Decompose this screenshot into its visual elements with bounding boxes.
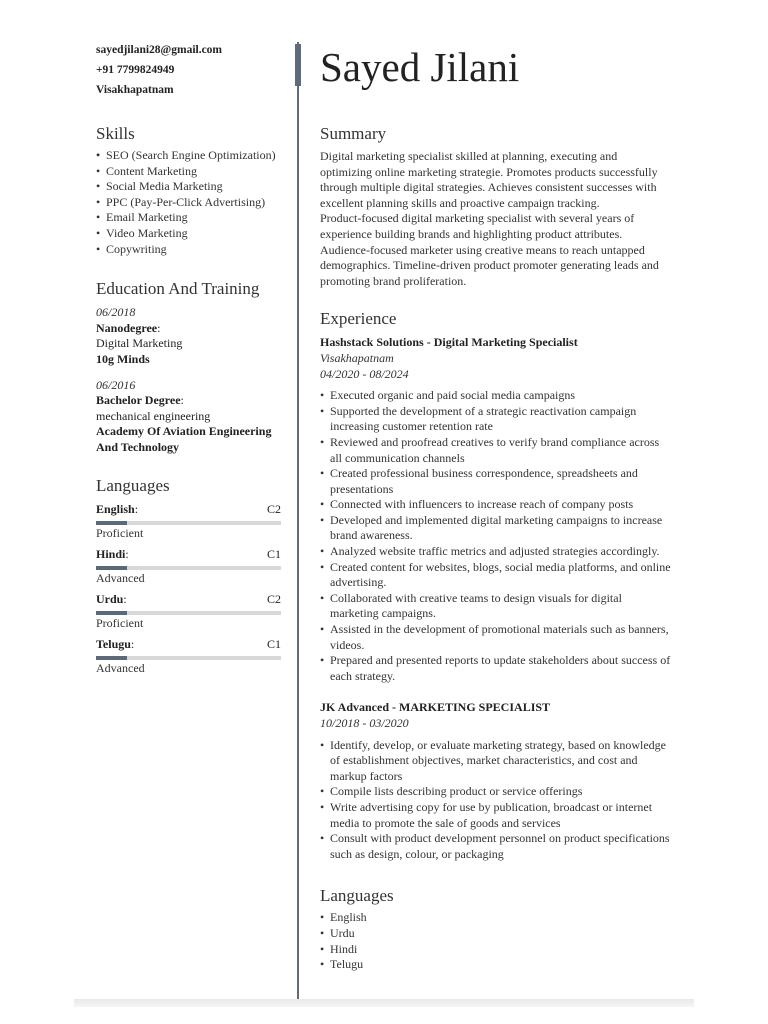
language-level: Proficient xyxy=(96,525,144,540)
language-bar xyxy=(96,611,281,615)
job-entry xyxy=(320,700,672,862)
language-name: Urdu xyxy=(96,591,124,606)
degree-colon: : xyxy=(157,320,161,335)
education-degree-line xyxy=(96,321,281,337)
job-bullet: • Prepared and presented reports to update stakeholders about success of each strategy. xyxy=(320,653,672,684)
job-title: JK Advanced - MARKETING SPECIALIST xyxy=(320,700,551,715)
language-level: Proficient xyxy=(96,615,144,630)
job-bullet: • Assisted in the development of promotional materials such as banners, videos. xyxy=(320,622,672,653)
left-column xyxy=(96,40,281,676)
job-bullets xyxy=(320,388,672,684)
job-bullet: • Identify, develop, or evaluate marketing strategy, based on knowledge of establishment objectives, market characteristics, and cost and markup factors xyxy=(320,738,672,785)
language-item xyxy=(96,592,281,631)
skills-list xyxy=(96,148,281,257)
language-bar-fill xyxy=(96,656,127,660)
language-name-line: English: xyxy=(96,501,139,516)
language-name-line: Telugu: xyxy=(96,636,135,651)
language-bar xyxy=(96,521,281,525)
job-bullet: • Supported the development of a strategic reactivation campaign increasing customer retention rate xyxy=(320,404,672,435)
education-entry xyxy=(96,305,281,367)
education-entry xyxy=(96,378,281,456)
job-bullet: • Collaborated with creative teams to design visuals for digital marketing campaigns. xyxy=(320,591,672,622)
education-school: Academy Of Aviation Engineering And Technology xyxy=(96,424,272,454)
skill-item: • Social Media Marketing xyxy=(96,179,281,195)
job-bullet: • Created content for websites, blogs, social media platforms, and online advertising. xyxy=(320,560,672,591)
page-bottom-shadow xyxy=(74,999,694,1007)
page-bottom-edge xyxy=(0,1007,768,1024)
experience-heading: Experience xyxy=(320,309,397,329)
language-code: C2 xyxy=(266,501,281,516)
right-column xyxy=(320,44,672,973)
language-level: Advanced xyxy=(96,570,145,585)
language-item xyxy=(96,637,281,676)
candidate-name: Sayed Jilani xyxy=(320,44,520,90)
education-degree: Nanodegree xyxy=(96,320,158,335)
education-date: 06/2018 xyxy=(96,305,136,320)
languages-heading-right: Languages xyxy=(320,886,394,906)
name-accent-bar xyxy=(295,44,301,86)
language-item xyxy=(96,547,281,586)
language-bar-fill xyxy=(96,566,127,570)
education-school: 10g Minds xyxy=(96,351,150,366)
education-date: 06/2016 xyxy=(96,377,136,392)
email-text[interactable]: sayedjilani28@gmail.com xyxy=(96,44,223,56)
language-level: Advanced xyxy=(96,660,145,675)
phone-text: +91 7799824949 xyxy=(96,64,175,76)
education-field: Digital Marketing xyxy=(96,336,183,351)
summary-text-2: Product-focused digital marketing specialist with several years of experience building brands and highlighting product attributes. Audience-focused marketer using creative means to reach untapped demographics. Timeline-driven product promoter generating leads and promoting brand proliferation. xyxy=(320,211,659,288)
language-bar-fill xyxy=(96,611,127,615)
language-code: C1 xyxy=(266,546,281,561)
language-list-item: • Urdu xyxy=(320,926,672,942)
skill-item: • Content Marketing xyxy=(96,164,281,180)
job-bullet: • Executed organic and paid social media campaigns xyxy=(320,388,672,404)
summary-paragraph xyxy=(320,149,672,289)
job-bullet: • Connected with influencers to increase reach of company posts xyxy=(320,497,672,513)
job-bullet: • Analyzed website traffic metrics and adjusted strategies accordingly. xyxy=(320,544,672,560)
education-heading: Education And Training xyxy=(96,279,260,299)
language-bar xyxy=(96,656,281,660)
skill-item: • SEO (Search Engine Optimization) xyxy=(96,148,281,164)
job-bullet: • Consult with product development personnel on product specifications such as design, colour, or packaging xyxy=(320,831,672,862)
languages-heading: Languages xyxy=(96,475,170,495)
contact-block xyxy=(96,40,281,100)
job-bullet: • Developed and implemented digital marketing campaigns to increase brand awareness. xyxy=(320,513,672,544)
language-code: C2 xyxy=(266,591,281,606)
job-bullet: • Created professional business correspondence, spreadsheets and presentations xyxy=(320,466,672,497)
language-code: C1 xyxy=(266,636,281,651)
skill-item: • Video Marketing xyxy=(96,226,281,242)
language-bar-fill xyxy=(96,521,127,525)
location-text: Visakhapatnam xyxy=(96,84,174,96)
language-name-line: Hindi: xyxy=(96,546,129,561)
skills-heading: Skills xyxy=(96,124,135,143)
job-dates: 04/2020 - 08/2024 xyxy=(320,366,409,381)
language-name: English xyxy=(96,501,135,516)
job-bullet: • Compile lists describing product or service offerings xyxy=(320,784,672,800)
job-bullet: • Write advertising copy for use by publication, broadcast or internet media to promote the sale of goods and services xyxy=(320,800,672,831)
language-name-line: Urdu: xyxy=(96,591,127,606)
language-item xyxy=(96,502,281,541)
languages-list-right xyxy=(320,910,672,972)
language-name: Telugu xyxy=(96,636,131,651)
job-bullet: • Reviewed and proofread creatives to verify brand compliance across all communication channels xyxy=(320,435,672,466)
summary-heading: Summary xyxy=(320,124,387,143)
skill-item: • Email Marketing xyxy=(96,210,281,226)
language-name: Hindi xyxy=(96,546,126,561)
language-list-item: • Hindi xyxy=(320,942,672,958)
education-field: mechanical engineering xyxy=(96,408,211,423)
summary-text-1: Digital marketing specialist skilled at planning, executing and optimizing online marketing strategie. Promotes products successfully through multiple digital strategies. Achieves consistent successes with excellent planning skills and proactive campaign tracking. xyxy=(320,149,658,210)
job-location: Visakhapatnam xyxy=(320,350,394,365)
column-divider xyxy=(297,42,299,1004)
job-bullets xyxy=(320,738,672,863)
skill-item: • PPC (Pay-Per-Click Advertising) xyxy=(96,195,281,211)
job-entry xyxy=(320,335,672,684)
degree-colon: : xyxy=(180,393,184,408)
skill-item: • Copywriting xyxy=(96,242,281,258)
education-degree: Bachelor Degree xyxy=(96,393,181,408)
language-list-item: • English xyxy=(320,910,672,926)
language-bar xyxy=(96,566,281,570)
job-dates: 10/2018 - 03/2020 xyxy=(320,716,409,730)
education-degree-line xyxy=(96,393,281,409)
language-list-item: • Telugu xyxy=(320,957,672,973)
job-title: Hashstack Solutions - Digital Marketing Specialist xyxy=(320,335,578,350)
